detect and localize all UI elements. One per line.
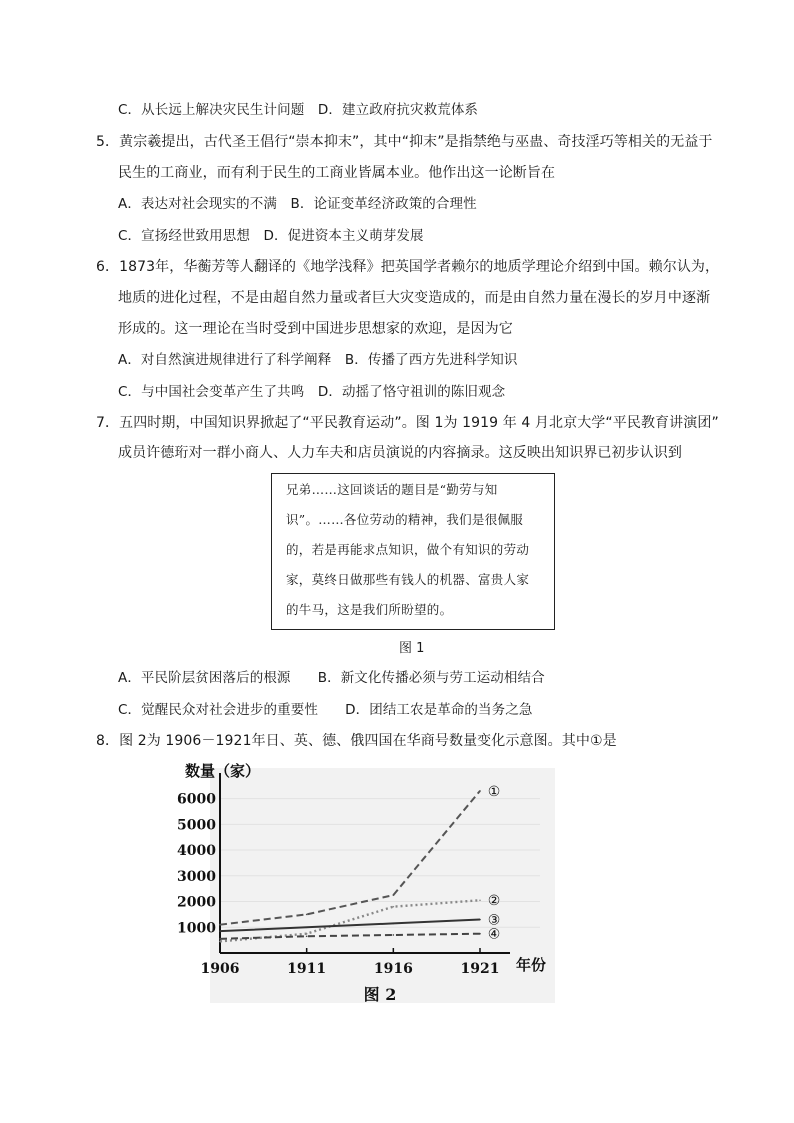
q7-stem-line1: 7．五四时期，中国知识界掀起了“平民教育运动”。图 1为 1919 年 4 月北京大学“平民教育讲演团” [96,415,719,431]
data-point [219,938,221,940]
y-tick-label: 3000 [177,868,216,885]
y-tick-label: 6000 [177,791,216,808]
data-point [479,899,481,901]
data-point [479,790,481,792]
y-tick-label: 5000 [177,817,216,834]
series-label-2: ② [487,893,501,910]
quote-line: 家，莫终日做那些有钱人的机器、富贵人家 [286,572,530,587]
q5-stem-line2: 民生的工商业，而有利于民生的工商业皆属本业。他作出这一论断旨在 [118,165,556,181]
data-point [306,926,308,928]
quote-line: 识”。……各位劳动的精神，我们是很佩服 [286,512,524,527]
data-point [219,941,221,943]
y-tick-label: 1000 [177,920,216,937]
data-point [479,933,481,935]
q6-option-cd: C．与中国社会变革产生了共鸣 D．动摇了恪守祖训的陈旧观念 [118,384,506,400]
data-point [479,919,481,921]
quote-line: 的，若是再能求点知识，做个有知识的劳动 [286,542,530,557]
data-point [393,906,395,908]
series-label-4: ④ [487,926,501,943]
q5-stem-line1: 5．黄宗羲提出，古代圣王倡行“崇本抑末”，其中“抑末”是指禁绝与巫蛊、奇技淫巧等相关的无益于 [96,134,713,150]
q6-stem-line2: 地质的进化过程，不是由超自然力量或者巨大灾变造成的，而是由自然力量在漫长的岁月中逐渐 [118,290,711,306]
data-point [393,923,395,925]
data-point [306,933,308,935]
quote-line: 兄弟……这回谈话的题目是“勤劳与知 [286,482,498,497]
figure1-quote-box [271,473,555,630]
q6-stem-line1: 6．1873年，华蘅芳等人翻译的《地学浅释》把英国学者赖尔的地质学理论介绍到中国。赖尔认为， [96,259,720,275]
q5-option-ab: A．表达对社会现实的不满 B．论证变革经济政策的合理性 [118,196,477,212]
q4-option-cd: C．从长远上解决灾民生计问题 D．建立政府抗灾救荒体系 [118,102,479,118]
figure2-line-chart [175,758,565,1008]
q6-option-ab: A．对自然演进规律进行了科学阐释 B．传播了西方先进科学知识 [118,352,518,368]
x-tick-label: 1921 [460,961,500,977]
figure2-caption: 图 2 [363,985,397,1004]
data-point [393,894,395,896]
series-label-3: ③ [487,912,501,929]
data-point [306,935,308,937]
quote-line: 的牛马，这是我们所盼望的。 [286,602,453,617]
data-point [219,924,221,926]
x-tick-label: 1911 [287,961,327,977]
x-axis-label: 年份 [516,956,547,974]
data-point [393,934,395,936]
data-point [306,914,308,916]
q7-option-ab: A．平民阶层贫困落后的根源 B．新文化传播必须与劳工运动相结合 [118,670,545,686]
figure1-caption: 图 1 [399,641,425,656]
x-tick-label: 1906 [200,961,240,977]
y-tick-label: 2000 [177,894,216,911]
q8-stem: 8．图 2为 1906－1921年日、英、德、俄四国在华商号数量变化示意图。其中①是 [96,733,617,749]
q7-stem-line2: 成员许德珩对一群小商人、人力车夫和店员演说的内容摘录。这反映出知识界已初步认识到 [118,445,682,461]
q5-option-cd: C．宣扬经世致用思想 D．促进资本主义萌芽发展 [118,228,424,244]
q6-stem-line3: 形成的。这一理论在当时受到中国进步思想家的欢迎，是因为它 [118,321,513,337]
series-label-1: ① [487,783,501,800]
y-tick-label: 4000 [177,843,216,860]
q7-option-cd: C．觉醒民众对社会进步的重要性 D．团结工农是革命的当务之急 [118,702,533,718]
y-axis-label: 数量（家） [185,762,261,780]
data-point [219,930,221,932]
x-tick-label: 1916 [373,961,413,977]
